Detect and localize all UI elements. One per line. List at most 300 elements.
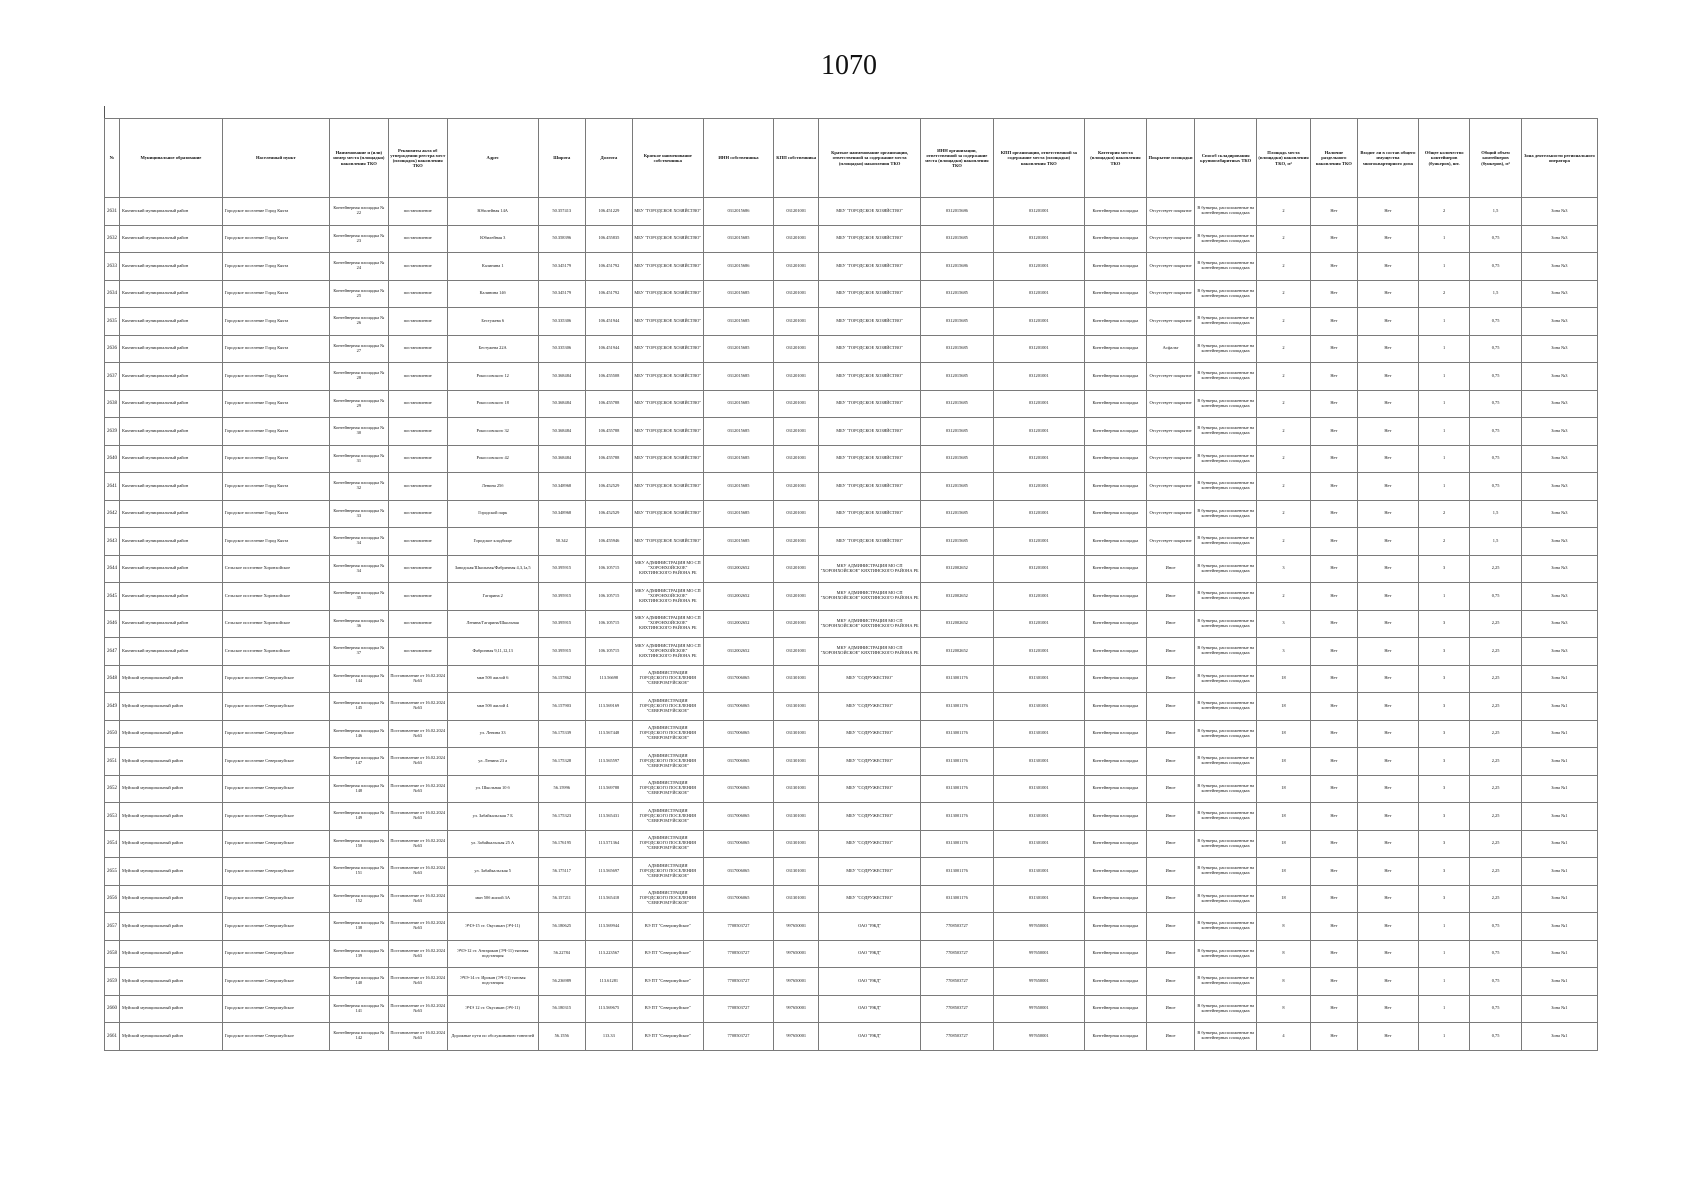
table-cell: Нет <box>1357 610 1418 638</box>
table-cell: Нет <box>1310 610 1357 638</box>
table-cell: В бункеры, расположенные на контейнерных площадках <box>1195 335 1257 363</box>
table-cell: 031301001 <box>993 885 1084 913</box>
table-cell: Зона №1 <box>1521 858 1597 886</box>
table-cell: 0,75 <box>1470 308 1521 336</box>
table-cell: 113.565418 <box>585 885 632 913</box>
table-cell: 0312015685 <box>920 445 993 473</box>
table-cell: Муйский муниципальный район <box>119 803 222 831</box>
table-cell: 0313001176 <box>920 858 993 886</box>
table-cell: Кяхтинский муниципальный район <box>119 335 222 363</box>
table-cell: Фабричная 9,11,12,13 <box>447 638 538 666</box>
table-cell: Зона №1 <box>1521 665 1597 693</box>
table-cell: ОАО "РЖД" <box>819 1023 921 1051</box>
table-cell: Зона №3 <box>1521 638 1597 666</box>
table-cell: Нет <box>1310 803 1357 831</box>
column-header: КПП организации, ответственной за содержание места (площадки) накопления ТКО <box>993 119 1084 198</box>
table-cell: Нет <box>1310 638 1357 666</box>
table-cell: 106.455946 <box>585 528 632 556</box>
table-cell: Постановление от 16.02.2024 №63 <box>388 830 447 858</box>
table-cell: Отсутствует покрытие <box>1146 418 1194 446</box>
table-cell: 18 <box>1257 693 1311 721</box>
table-cell: 0317006065 <box>703 720 774 748</box>
table-cell: Нет <box>1357 253 1418 281</box>
table-cell: МБУ "ГОРОДСКОЕ ХОЗЯЙСТВО" <box>819 198 921 226</box>
table-cell: Контейнерная площадка № 34 <box>329 528 388 556</box>
table-cell: 2647 <box>105 638 120 666</box>
table-cell: Отсутствует покрытие <box>1146 500 1194 528</box>
table-cell: В бункеры, расположенные на контейнерных площадках <box>1195 418 1257 446</box>
table-cell: Городское поселение Северомуйское <box>222 665 329 693</box>
table-cell: 2,25 <box>1470 885 1521 913</box>
table-cell: МКУ АДМИНИСТРАЦИЯ МО СП "ХОРОНХОЙСКОЕ" КЯХТИНСКОГО РАЙОНА РБ <box>632 555 703 583</box>
table-cell: Отсутствует покрытие <box>1146 445 1194 473</box>
table-cell: Городское поселение Северомуйское <box>222 913 329 941</box>
table-row <box>105 638 1598 666</box>
table-cell: 1 <box>1418 995 1469 1023</box>
table-cell: 031301001 <box>993 693 1084 721</box>
table-cell: Городское поселение Город Кяхта <box>222 280 329 308</box>
table-cell: 106.105715 <box>585 610 632 638</box>
table-cell: 2 <box>1257 390 1311 418</box>
table-cell: 1 <box>1418 583 1469 611</box>
table-cell: 2 <box>1257 418 1311 446</box>
table-cell: 2 <box>1418 280 1469 308</box>
table-cell: 031201001 <box>774 610 819 638</box>
table-cell: Нет <box>1357 775 1418 803</box>
table-cell: Контейнерная площадка <box>1084 610 1146 638</box>
table-cell: Нет <box>1357 748 1418 776</box>
table-cell: 2,25 <box>1470 720 1521 748</box>
table-cell: Муйский муниципальный район <box>119 830 222 858</box>
table-cell: МБУ "ГОРОДСКОЕ ХОЗЯЙСТВО" <box>819 500 921 528</box>
table-cell: Кяхтинский муниципальный район <box>119 225 222 253</box>
table-cell: Муйский муниципальный район <box>119 940 222 968</box>
table-cell: постановление <box>388 308 447 336</box>
table-cell: 8 <box>1257 995 1311 1023</box>
table-cell: 50.368484 <box>538 363 585 391</box>
table-cell: 3 <box>1257 610 1311 638</box>
table-cell: Отсутствует покрытие <box>1146 390 1194 418</box>
table-cell: 8 <box>1257 968 1311 996</box>
column-header: Краткое наименование собственника <box>632 119 703 198</box>
table-cell: В бункеры, расположенные на контейнерных площадках <box>1195 225 1257 253</box>
table-cell: АДМИНИСТРАЦИЯ ГОРОДСКОГО ПОСЕЛЕНИЯ "СЕВЕРОМУЙСКОЕ" <box>632 885 703 913</box>
table-cell: 18 <box>1257 858 1311 886</box>
table-cell: 3 <box>1418 885 1469 913</box>
table-cell: 3 <box>1418 748 1469 776</box>
table-cell: Нет <box>1357 473 1418 501</box>
table-cell: 031201001 <box>774 418 819 446</box>
table-cell: Иное <box>1146 968 1194 996</box>
table-cell: МБУ "ГОРОДСКОЕ ХОЗЯЙСТВО" <box>819 418 921 446</box>
table-cell: Нет <box>1357 363 1418 391</box>
table-cell: 0312015685 <box>703 473 774 501</box>
table-cell: Иное <box>1146 803 1194 831</box>
table-cell: 0,75 <box>1470 445 1521 473</box>
table-cell: 4 <box>1257 1023 1311 1051</box>
table-row <box>105 583 1598 611</box>
table-cell: 18 <box>1257 748 1311 776</box>
table-cell: Гагарина 2 <box>447 583 538 611</box>
table-row <box>105 198 1598 226</box>
table-cell: В бункеры, расположенные на контейнерных площадках <box>1195 720 1257 748</box>
table-cell: 2652 <box>105 775 120 803</box>
table-cell: 50.345179 <box>538 280 585 308</box>
table-cell: 106.451944 <box>585 335 632 363</box>
table-cell: 2 <box>1418 528 1469 556</box>
table-cell: Городское поселение Северомуйское <box>222 995 329 1023</box>
table-cell: 2631 <box>105 198 120 226</box>
table-cell: 031301001 <box>774 720 819 748</box>
table-cell: Контейнерная площадка <box>1084 500 1146 528</box>
table-cell: 50.395915 <box>538 555 585 583</box>
table-cell: 3 <box>1418 638 1469 666</box>
table-cell: 997650001 <box>993 913 1084 941</box>
table-cell: Иное <box>1146 940 1194 968</box>
table-cell: Контейнерная площадка <box>1084 940 1146 968</box>
table-cell: Контейнерная площадка № 30 <box>329 418 388 446</box>
table-cell: 2 <box>1257 500 1311 528</box>
table-cell: ВЭ ПТ "Северомуйское" <box>632 995 703 1023</box>
table-row <box>105 335 1598 363</box>
table-cell: 0313001176 <box>920 830 993 858</box>
table-cell: Зона №1 <box>1521 913 1597 941</box>
table-cell: Контейнерная площадка <box>1084 803 1146 831</box>
table-cell: 3 <box>1418 555 1469 583</box>
table-cell: Контейнерная площадка № 142 <box>329 1023 388 1051</box>
table-cell: Кяхтинский муниципальный район <box>119 390 222 418</box>
table-cell: мкн 50б жилой 6 <box>447 665 538 693</box>
table-cell: 997650001 <box>993 940 1084 968</box>
table-cell: Нет <box>1310 335 1357 363</box>
table-cell: 997650001 <box>774 995 819 1023</box>
table-cell: Контейнерная площадка № 27 <box>329 335 388 363</box>
table-cell: Рокоссовского 12 <box>447 363 538 391</box>
table-cell: Нет <box>1357 225 1418 253</box>
table-cell: 3 <box>1418 830 1469 858</box>
table-cell: 2651 <box>105 748 120 776</box>
table-cell: 3 <box>1418 720 1469 748</box>
table-cell: 106.451792 <box>585 253 632 281</box>
table-cell: 0312015685 <box>920 390 993 418</box>
table-cell: Заводская/Школьная/Фабричная 4,3,1а,5 <box>447 555 538 583</box>
table-cell: 2642 <box>105 500 120 528</box>
table-cell: 0312002652 <box>703 638 774 666</box>
table-cell: Нет <box>1357 995 1418 1023</box>
table-cell: 18 <box>1257 830 1311 858</box>
table-cell: Иное <box>1146 1023 1194 1051</box>
column-header: Наименование и (или) номер места (площадки) накопления ТКО <box>329 119 388 198</box>
column-header: Общий объем контейнеров (бункеров), м³ <box>1470 119 1521 198</box>
column-header: Способ складирования крупногабаритных ТКО <box>1195 119 1257 198</box>
table-cell: Контейнерная площадка № 35 <box>329 583 388 611</box>
table-cell: Кяхтинский муниципальный район <box>119 473 222 501</box>
table-cell: 2638 <box>105 390 120 418</box>
table-cell: 031201001 <box>774 445 819 473</box>
table-cell: 031201001 <box>774 253 819 281</box>
table-cell: 031301001 <box>993 858 1084 886</box>
table-cell: Кяхтинский муниципальный район <box>119 253 222 281</box>
table-cell: 0312015686 <box>703 198 774 226</box>
table-cell: 2 <box>1257 528 1311 556</box>
table-cell: 031301001 <box>774 830 819 858</box>
table-cell: Зона №3 <box>1521 555 1597 583</box>
table-cell: Контейнерная площадка <box>1084 1023 1146 1051</box>
table-cell: МКУ АДМИНИСТРАЦИЯ МО СП "ХОРОНХОЙСКОЕ" КЯХТИНСКОГО РАЙОНА РБ <box>819 638 921 666</box>
table-cell: 56.175117 <box>538 858 585 886</box>
table-cell: 2 <box>1257 445 1311 473</box>
table-cell: 50.368484 <box>538 418 585 446</box>
table-cell: 031201001 <box>774 583 819 611</box>
table-cell: 113.565697 <box>585 858 632 886</box>
table-cell: Нет <box>1357 858 1418 886</box>
table-cell: постановление <box>388 610 447 638</box>
table-cell: 997650001 <box>774 940 819 968</box>
table-row <box>105 830 1598 858</box>
table-cell: Нет <box>1310 720 1357 748</box>
table-cell: 0313001176 <box>920 693 993 721</box>
table-cell: Зона №3 <box>1521 418 1597 446</box>
table-cell: Нет <box>1310 363 1357 391</box>
table-cell: Отсутствует покрытие <box>1146 308 1194 336</box>
table-cell: МБУ "СОДРУЖЕСТВО" <box>819 885 921 913</box>
table-cell: 2650 <box>105 720 120 748</box>
table-cell: Муйский муниципальный район <box>119 858 222 886</box>
table-cell: ул. Школьная 10 б <box>447 775 538 803</box>
table-cell: Городское поселение Северомуйское <box>222 858 329 886</box>
table-cell: Нет <box>1310 940 1357 968</box>
table-cell: Калинина 1 <box>447 253 538 281</box>
table-cell: МБУ "ГОРОДСКОЕ ХОЗЯЙСТВО" <box>632 528 703 556</box>
table-cell: В бункеры, расположенные на контейнерных площадках <box>1195 253 1257 281</box>
table-cell: 997650001 <box>993 995 1084 1023</box>
table-cell: 7708503727 <box>920 1023 993 1051</box>
table-cell: 2,25 <box>1470 775 1521 803</box>
table-cell: 031201001 <box>993 500 1084 528</box>
table-cell: Бестужева 22А <box>447 335 538 363</box>
table-cell: АДМИНИСТРАЦИЯ ГОРОДСКОГО ПОСЕЛЕНИЯ "СЕВЕРОМУЙСКОЕ" <box>632 830 703 858</box>
table-cell: 0312015686 <box>920 198 993 226</box>
table-cell: 1 <box>1418 335 1469 363</box>
table-cell: Сельское поселение Хоронхойское <box>222 610 329 638</box>
table-cell: МБУ "ГОРОДСКОЕ ХОЗЯЙСТВО" <box>819 280 921 308</box>
table-cell: 031201001 <box>774 638 819 666</box>
table-cell: Кяхтинский муниципальный район <box>119 198 222 226</box>
table-cell: 50.345179 <box>538 253 585 281</box>
table-cell: Городское поселение Северомуйское <box>222 940 329 968</box>
registry-table-container <box>104 118 1598 1051</box>
table-cell: 1 <box>1418 913 1469 941</box>
table-cell: 2653 <box>105 803 120 831</box>
table-cell: 0312015685 <box>703 225 774 253</box>
table-cell: 031201001 <box>993 335 1084 363</box>
table-cell: ВЭ ПТ "Северомуйское" <box>632 913 703 941</box>
table-cell: МБУ "ГОРОДСКОЕ ХОЗЯЙСТВО" <box>632 363 703 391</box>
table-cell: АДМИНИСТРАЦИЯ ГОРОДСКОГО ПОСЕЛЕНИЯ "СЕВЕРОМУЙСКОЕ" <box>632 858 703 886</box>
table-cell: Контейнерная площадка <box>1084 638 1146 666</box>
table-cell: Контейнерная площадка № 34 <box>329 555 388 583</box>
table-cell: 7708503727 <box>703 968 774 996</box>
table-cell: 2643 <box>105 528 120 556</box>
table-cell: 1 <box>1418 1023 1469 1051</box>
table-cell: АДМИНИСТРАЦИЯ ГОРОДСКОГО ПОСЕЛЕНИЯ "СЕВЕРОМУЙСКОЕ" <box>632 693 703 721</box>
table-cell: Муйский муниципальный район <box>119 885 222 913</box>
table-cell: постановление <box>388 500 447 528</box>
table-cell: 031301001 <box>993 720 1084 748</box>
table-cell: Сельское поселение Хоронхойское <box>222 638 329 666</box>
table-header <box>105 119 1598 198</box>
table-cell: 2 <box>1257 473 1311 501</box>
table-cell: В бункеры, расположенные на контейнерных площадках <box>1195 748 1257 776</box>
table-cell: 0312002652 <box>920 638 993 666</box>
table-cell: Нет <box>1310 280 1357 308</box>
table-cell: постановление <box>388 473 447 501</box>
table-cell: 0312002652 <box>703 583 774 611</box>
table-cell: 2 <box>1257 308 1311 336</box>
table-cell: Нет <box>1357 528 1418 556</box>
table-cell: 0312015685 <box>920 280 993 308</box>
table-cell: Зона №1 <box>1521 803 1597 831</box>
table-cell: В бункеры, расположенные на контейнерных площадках <box>1195 583 1257 611</box>
table-cell: МБУ "ГОРОДСКОЕ ХОЗЯЙСТВО" <box>632 335 703 363</box>
table-cell: Зона №1 <box>1521 748 1597 776</box>
table-cell: 0,75 <box>1470 418 1521 446</box>
table-cell: 0312015685 <box>920 418 993 446</box>
table-cell: МБУ "СОДРУЖЕСТВО" <box>819 720 921 748</box>
table-cell: МБУ "ГОРОДСКОЕ ХОЗЯЙСТВО" <box>632 198 703 226</box>
table-row <box>105 803 1598 831</box>
table-cell: В бункеры, расположенные на контейнерных площадках <box>1195 693 1257 721</box>
table-cell: Постановление от 16.02.2024 №63 <box>388 748 447 776</box>
table-cell: 2634 <box>105 280 120 308</box>
table-cell: 3 <box>1418 665 1469 693</box>
table-cell: Контейнерная площадка <box>1084 363 1146 391</box>
table-cell: 106.455788 <box>585 445 632 473</box>
table-cell: ВЭ ПТ "Северомуйское" <box>632 940 703 968</box>
table-cell: 2 <box>1257 225 1311 253</box>
table-row <box>105 363 1598 391</box>
table-cell: Нет <box>1357 390 1418 418</box>
table-cell: ОАО "РЖД" <box>819 913 921 941</box>
table-cell: 0,75 <box>1470 335 1521 363</box>
table-cell: постановление <box>388 528 447 556</box>
table-cell: 7708503727 <box>920 995 993 1023</box>
table-cell: 031301001 <box>993 830 1084 858</box>
table-cell: 18 <box>1257 665 1311 693</box>
table-cell: 2658 <box>105 940 120 968</box>
table-cell: В бункеры, расположенные на контейнерных площадках <box>1195 968 1257 996</box>
table-cell: 106.455788 <box>585 418 632 446</box>
table-cell: ЭЧЭ-14 ст. Ирокан (ЭЧ-11) тяговая подстанция <box>447 968 538 996</box>
table-cell: ЭЧЭ-15 ст. Окусикан (ЭЧ-11) <box>447 913 538 941</box>
table-cell: Иное <box>1146 775 1194 803</box>
table-cell: МБУ "ГОРОДСКОЕ ХОЗЯЙСТВО" <box>819 308 921 336</box>
table-cell: Кяхтинский муниципальный район <box>119 555 222 583</box>
table-cell: Городское поселение Город Кяхта <box>222 445 329 473</box>
table-cell: Нет <box>1357 198 1418 226</box>
table-cell: Кяхтинский муниципальный район <box>119 363 222 391</box>
table-cell: 50.395915 <box>538 583 585 611</box>
table-cell: Городское поселение Город Кяхта <box>222 198 329 226</box>
table-cell: 56.157903 <box>538 693 585 721</box>
table-cell: Контейнерная площадка <box>1084 225 1146 253</box>
table-row <box>105 308 1598 336</box>
table-cell: 113.223567 <box>585 940 632 968</box>
table-cell: Контейнерная площадка № 152 <box>329 885 388 913</box>
table-cell: 56.22784 <box>538 940 585 968</box>
table-cell: Зона №3 <box>1521 280 1597 308</box>
table-cell: Кяхтинский муниципальный район <box>119 500 222 528</box>
table-cell: Нет <box>1357 583 1418 611</box>
table-cell: Иное <box>1146 555 1194 583</box>
table-cell: 56.15996 <box>538 775 585 803</box>
table-cell: МБУ "ГОРОДСКОЕ ХОЗЯЙСТВО" <box>819 253 921 281</box>
table-cell: Городское поселение Город Кяхта <box>222 528 329 556</box>
table-cell: Городское кладбище <box>447 528 538 556</box>
table-cell: 2646 <box>105 610 120 638</box>
table-cell: 031201001 <box>993 225 1084 253</box>
table-row <box>105 610 1598 638</box>
table-cell: Контейнерная площадка № 145 <box>329 693 388 721</box>
table-cell: МБУ "ГОРОДСКОЕ ХОЗЯЙСТВО" <box>632 253 703 281</box>
table-cell: МКУ АДМИНИСТРАЦИЯ МО СП "ХОРОНХОЙСКОЕ" КЯХТИНСКОГО РАЙОНА РБ <box>819 583 921 611</box>
table-cell: 50.342 <box>538 528 585 556</box>
table-cell: 50.395915 <box>538 610 585 638</box>
table-cell: Кяхтинский муниципальный район <box>119 638 222 666</box>
table-row <box>105 280 1598 308</box>
table-cell: 0312002652 <box>920 583 993 611</box>
table-cell: В бункеры, расположенные на контейнерных площадках <box>1195 665 1257 693</box>
table-cell: 56.1556 <box>538 1023 585 1051</box>
table-cell: Нет <box>1357 913 1418 941</box>
table-cell: 2 <box>1257 280 1311 308</box>
table-cell: 1 <box>1418 253 1469 281</box>
table-cell: Городское поселение Город Кяхта <box>222 500 329 528</box>
table-cell: постановление <box>388 583 447 611</box>
table-cell: Иное <box>1146 583 1194 611</box>
table-cell: 1,5 <box>1470 500 1521 528</box>
table-cell: Нет <box>1357 940 1418 968</box>
table-cell: 2 <box>1257 363 1311 391</box>
table-cell: Контейнерная площадка № 141 <box>329 995 388 1023</box>
table-cell: Зона №1 <box>1521 940 1597 968</box>
table-cell: 031301001 <box>993 803 1084 831</box>
table-cell: Контейнерная площадка № 33 <box>329 500 388 528</box>
table-cell: 2 <box>1257 253 1311 281</box>
table-cell: Контейнерная площадка № 147 <box>329 748 388 776</box>
table-cell: АДМИНИСТРАЦИЯ ГОРОДСКОГО ПОСЕЛЕНИЯ "СЕВЕРОМУЙСКОЕ" <box>632 748 703 776</box>
table-cell: 50.348968 <box>538 473 585 501</box>
table-cell: 031201001 <box>993 528 1084 556</box>
table-cell: 2,25 <box>1470 665 1521 693</box>
table-cell: Контейнерная площадка <box>1084 913 1146 941</box>
table-cell: 2635 <box>105 308 120 336</box>
table-cell: Нет <box>1310 995 1357 1023</box>
table-cell: Городское поселение Город Кяхта <box>222 390 329 418</box>
table-cell: Контейнерная площадка <box>1084 720 1146 748</box>
table-cell: 2633 <box>105 253 120 281</box>
table-cell: Контейнерная площадка <box>1084 830 1146 858</box>
table-cell: Зона №3 <box>1521 390 1597 418</box>
table-cell: Контейнерная площадка № 149 <box>329 803 388 831</box>
table-cell: Рокоссовского 42 <box>447 445 538 473</box>
table-cell: 2656 <box>105 885 120 913</box>
table-cell: 2,25 <box>1470 693 1521 721</box>
table-cell: 031201001 <box>993 610 1084 638</box>
table-cell: 997650001 <box>993 968 1084 996</box>
table-cell: Нет <box>1357 308 1418 336</box>
table-cell: Городское поселение Северомуйское <box>222 693 329 721</box>
